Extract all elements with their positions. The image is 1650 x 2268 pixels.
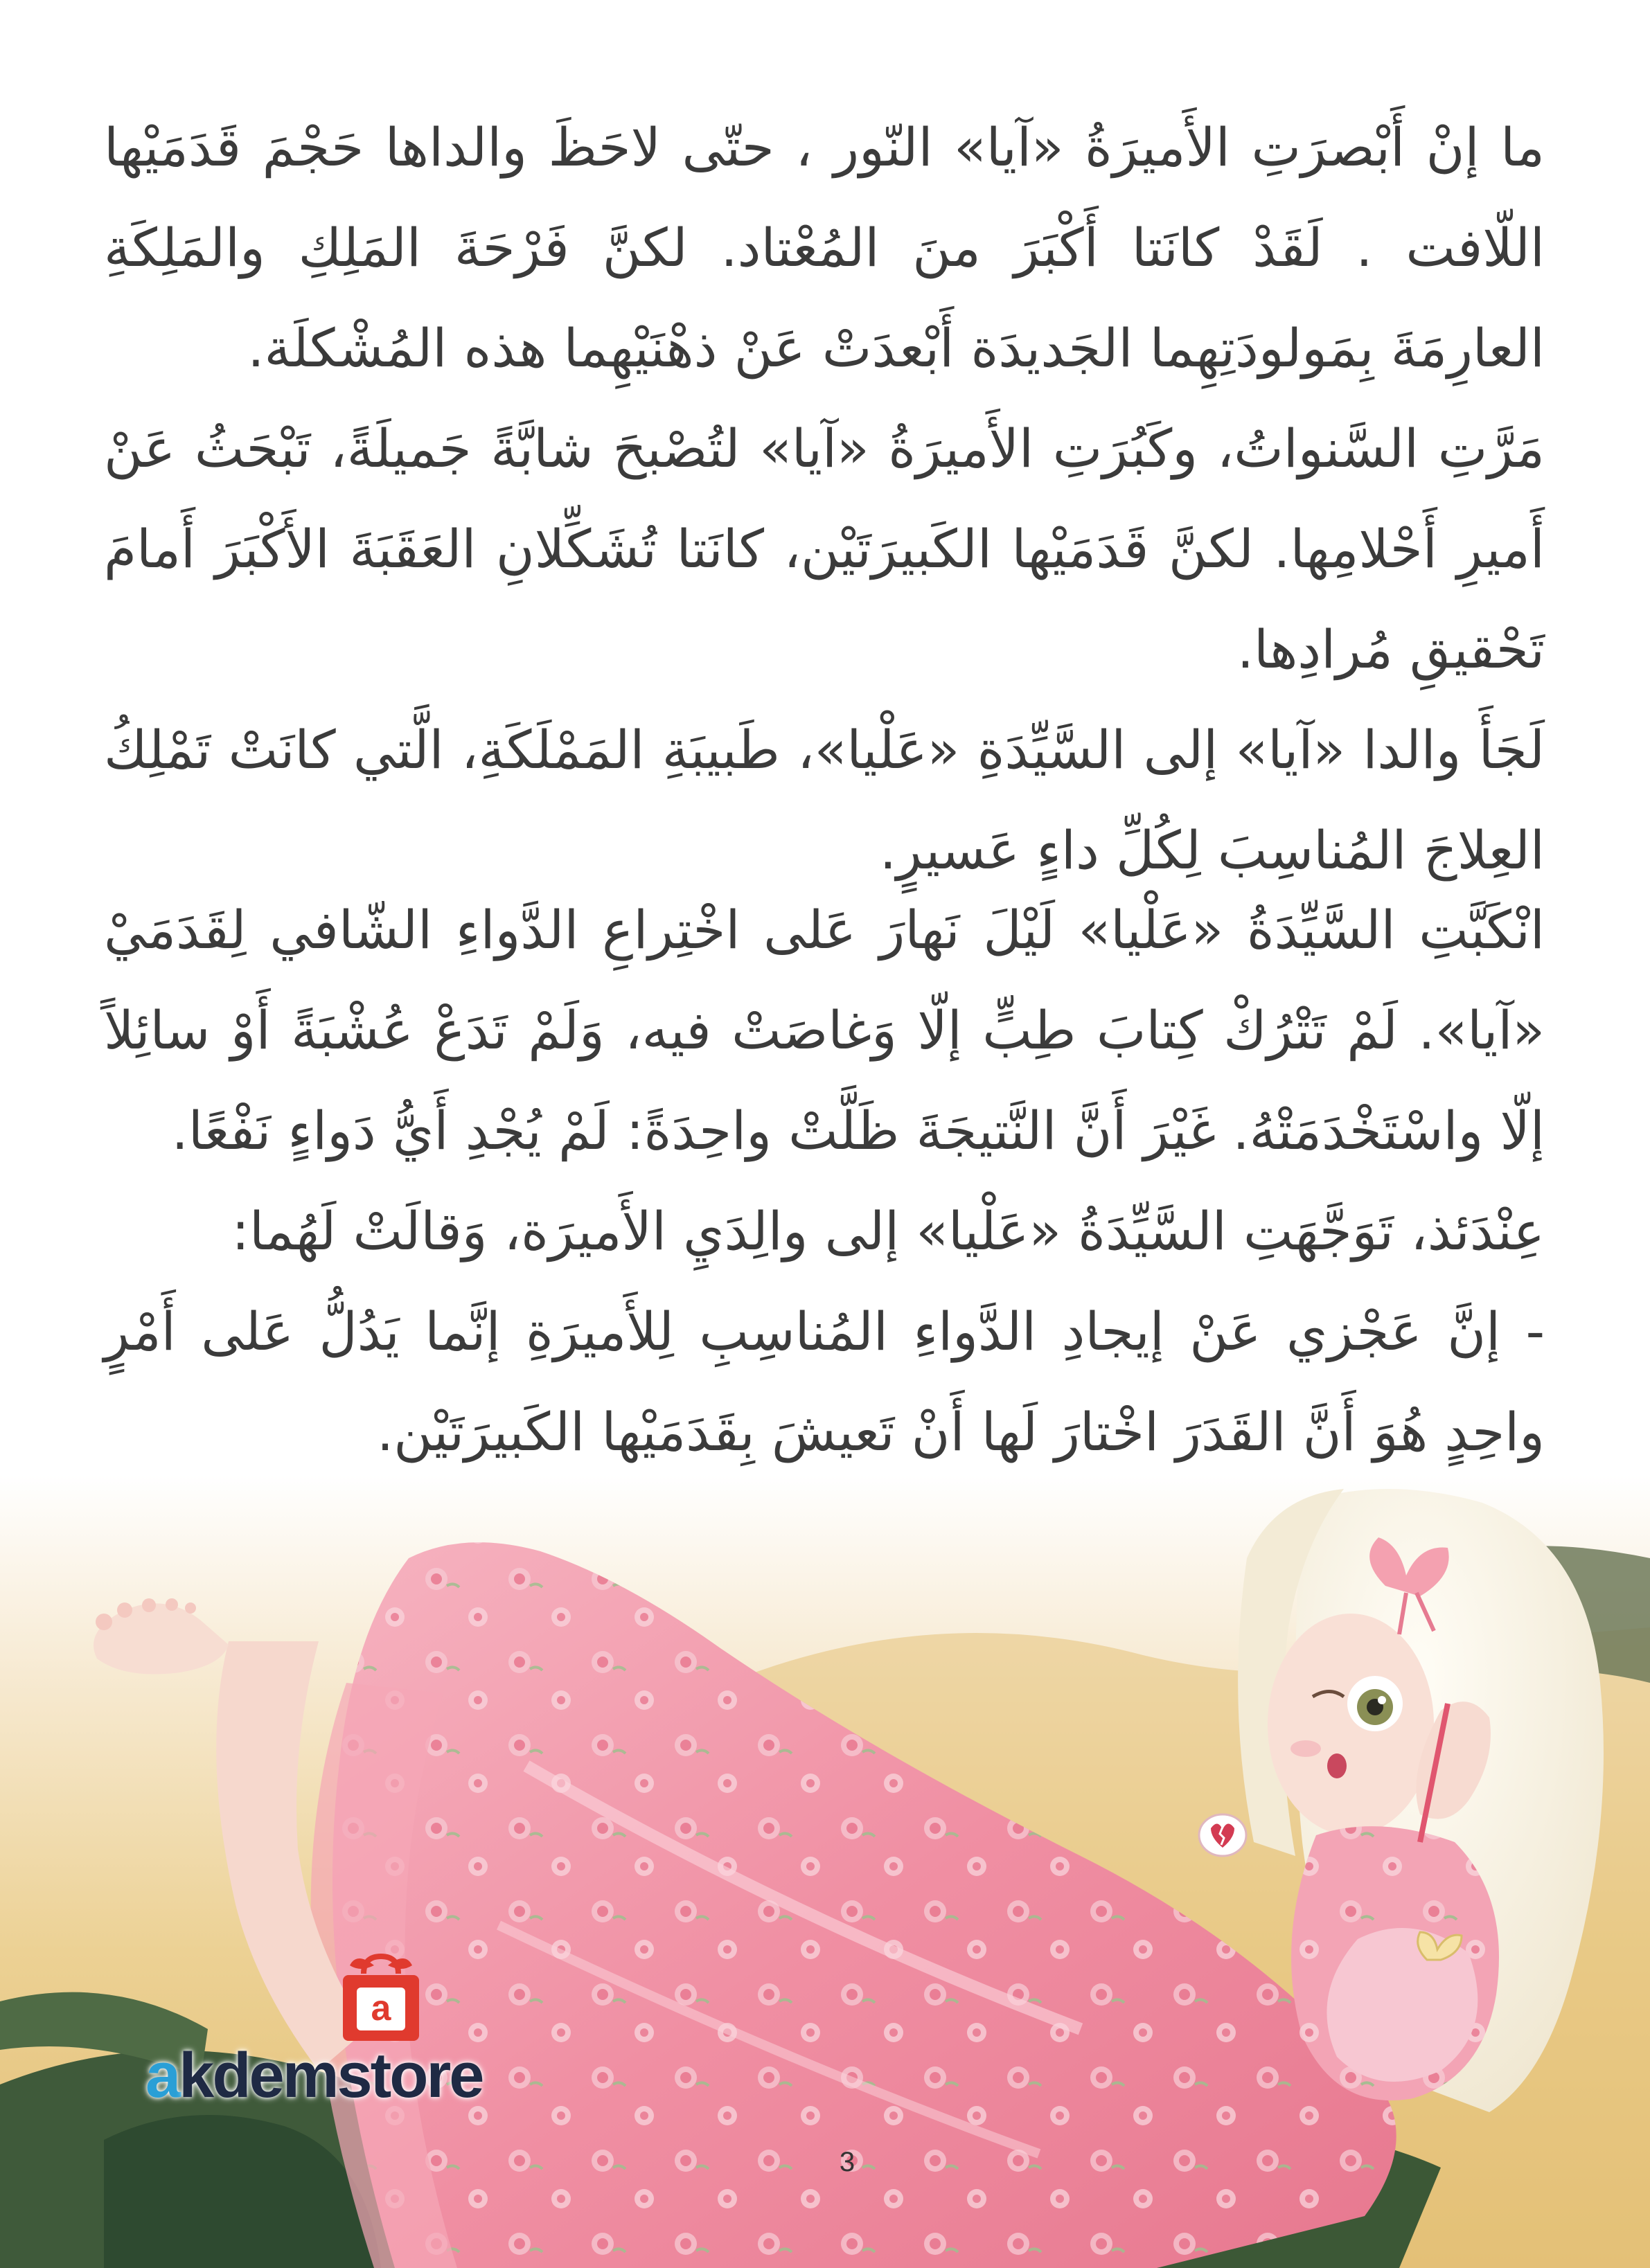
- story-text-top: [104, 97, 1545, 900]
- paragraph-5: عِنْدَئذ، تَوَجَّهَتِ السَّيِّدَةُ «عَلْيا» إلى والِدَيِ الأَميرَة، وَقالَتْ لَهُما:: [231, 1200, 1545, 1262]
- story-text-bottom: [104, 879, 1545, 1482]
- paragraph-3: لَجَأَ والدا «آيا» إلى السَّيِّدَةِ «عَلْيا»، طَبيبَةِ المَمْلَكَةِ، الَّتي كانَتْ تَمْلِكُ العِلاجَ المُناسِبَ لِكُلِّ داءٍ عَسيرٍ.: [104, 719, 1545, 881]
- logo-prefix: a: [145, 2040, 179, 2111]
- paragraph-6: - إنَّ عَجْزي عَنْ إيجادِ الدَّواءِ المُناسِبِ لِلأَميرَةِ إنَّما يَدُلُّ عَلى أَمْرٍ واحِدٍ هُوَ أَنَّ القَدَرَ اخْتارَ لَها أَنْ تَعيشَ بِقَدَمَيْها الكَبيرَتَيْن.: [104, 1301, 1545, 1463]
- paragraph-2: مَرَّتِ السَّنواتُ، وكَبُرَتِ الأَميرَةُ «آيا» لتُصْبحَ شابَّةً جَميلَةً، تَبْحَثُ عَنْ أَميرِ أَحْلامِها. لكنَّ قَدَمَيْها الكَبيرَتَيْن، كانَتا تُشَكِّلانِ العَقَبَةَ الأَكْبَرَ أَمامَ تَحْقيقِ مُرادِها.: [104, 418, 1545, 680]
- page-number: 3: [839, 2147, 855, 2177]
- logo-bag-letter: a: [371, 1988, 391, 2028]
- face-shape: [1268, 1614, 1434, 1835]
- princess-illustration: [0, 1475, 1650, 2268]
- logo-wordmark: [145, 2039, 482, 2112]
- akdemstore-logo: [145, 1953, 533, 2126]
- logo-rest: kdemstore: [179, 2040, 483, 2111]
- paragraph-4: انْكَبَّتِ السَّيِّدَةُ «عَلْيا» لَيْلَ نَهارَ عَلى اخْتِراعِ الدَّواءِ الشّافي لِقَدَمَيْ «آيا». لَمْ تَتْرُكْ كِتابَ طِبٍّ إلّا وَغاصَتْ فيه، وَلَمْ تَدَعْ عُشْبَةً أَوْ سائِلاً إلّا واسْتَخْدَمَتْهُ. غَيْرَ أَنَّ النَّتيجَةَ ظَلَّتْ واحِدَةً: لَمْ يُجْدِ أَيُّ دَواءٍ نَفْعًا.: [104, 899, 1545, 1161]
- paragraph-1: ما إنْ أَبْصرَتِ الأَميرَةُ «آيا» النّور ، حتّى لاحَظَ والداها حَجْمَ قَدَمَيْها اللّافت . لَقَدْ كانَتا أَكْبَرَ منَ المُعْتاد. لكنَّ فَرْحَةَ المَلِكِ والمَلِكَةِ العارِمَةَ بِمَولودَتِهِما الجَديدَة أَبْعدَتْ عَنْ ذهْنَيْهِما هذه المُشْكلَة.: [104, 116, 1545, 379]
